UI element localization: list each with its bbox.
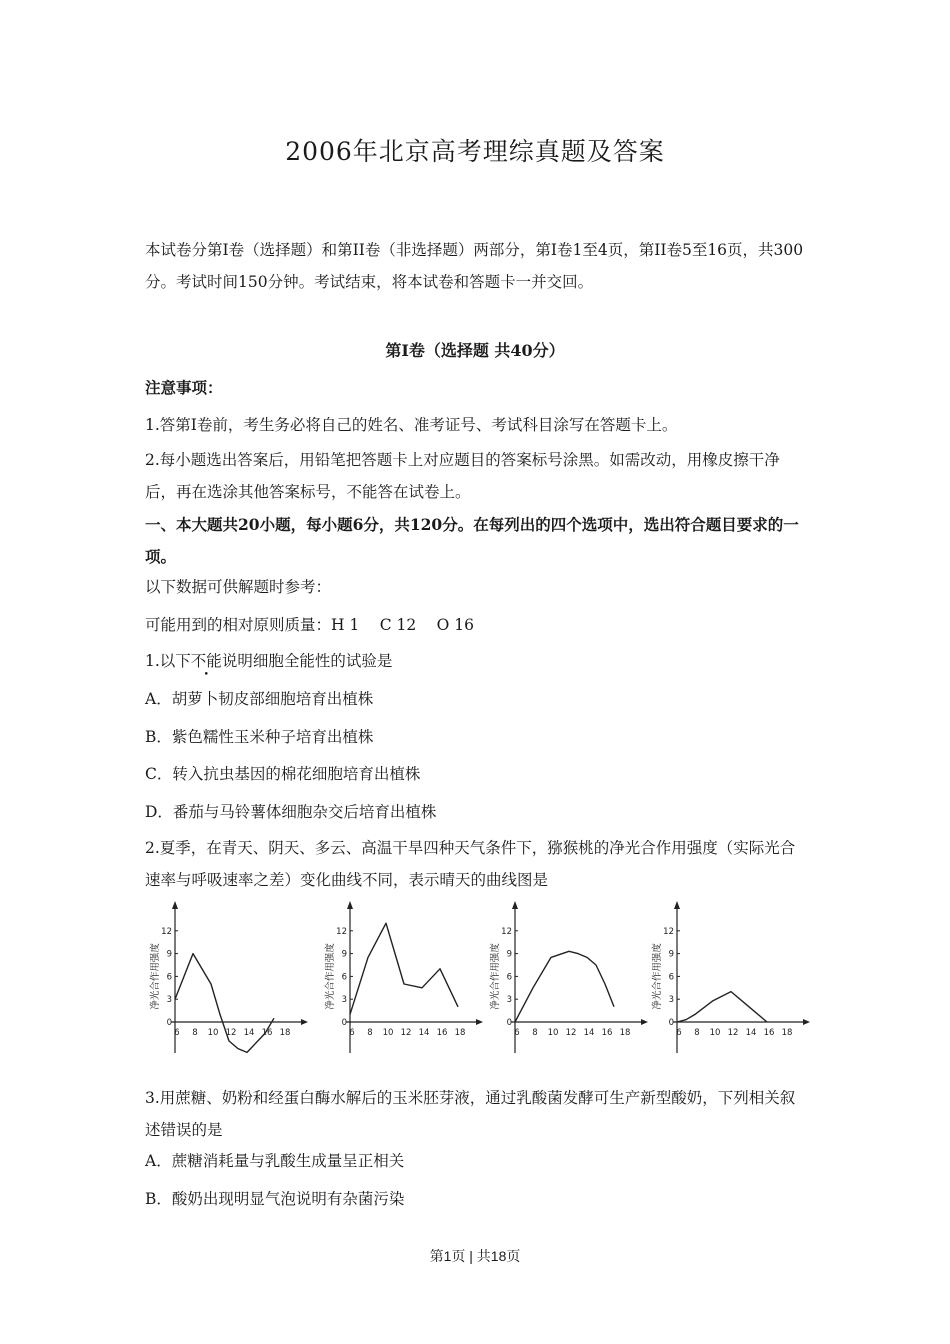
- chart-4-x-tick-label: 18: [781, 1028, 793, 1038]
- question-2-charts: [0, 895, 950, 1065]
- chart-1-x-tick-label: 8: [192, 1028, 198, 1038]
- question-1-emphasis: 不能: [190, 652, 222, 670]
- chart-2-x-tick-label: 14: [418, 1028, 430, 1038]
- question-1-option-c: C．转入抗虫基因的棉花细胞培育出植株: [145, 765, 421, 783]
- chart-4-x-tick-label: 16: [763, 1028, 775, 1038]
- chart-4-y-arrow: [674, 901, 680, 909]
- question-3-stem: 3.用蔗糖、奶粉和经蛋白酶水解后的玉米胚芽液，通过乳酸菌发酵可生产新型酸奶，下列相关叙述错误的是: [145, 1089, 796, 1139]
- chart-3-x-tick-label: 12: [565, 1028, 577, 1038]
- chart-2-y-tick-label: 6: [341, 972, 347, 983]
- chart-3-y-tick-label: 0: [506, 1018, 512, 1028]
- chart-2-x-tick-label: 18: [454, 1028, 466, 1038]
- page-title: 2006年北京高考理综真题及答案: [285, 137, 665, 166]
- chart-4-x-tick-label: 10: [709, 1028, 721, 1038]
- chart-3-x-tick-label: 6: [514, 1028, 520, 1038]
- question-3-option-a: A．蔗糖消耗量与乳酸生成量呈正相关: [145, 1152, 405, 1170]
- part-heading: 一、本大题共20小题，每小题6分，共120分。在每列出的四个选项中，选出符合题目要求的一项。: [145, 515, 799, 566]
- chart-4-y-tick-label: 6: [668, 972, 674, 983]
- chart-2-series-line: [350, 923, 458, 1014]
- notice-heading: 注意事项：: [145, 378, 223, 397]
- chart-1-x-arrow: [301, 1019, 308, 1025]
- question-2-stem: 2.夏季，在青天、阴天、多云、高温干旱四种天气条件下，猕猴桃的净光合作用强度（实际光合速率与呼吸速率之差）变化曲线不同，表示晴天的曲线图是: [145, 839, 796, 889]
- chart-1-y-tick-label: 6: [166, 972, 172, 983]
- chart-4-x-tick-label: 6: [676, 1028, 682, 1038]
- chart-3-y-tick-label: 3: [506, 995, 512, 1006]
- chart-4-x-tick-label: 14: [745, 1028, 757, 1038]
- chart-2-y-tick-label: 9: [341, 949, 347, 960]
- chart-2-y-arrow: [347, 901, 353, 909]
- chart-3-x-arrow: [641, 1019, 648, 1025]
- chart-2-y-label: 净光合作用强度: [325, 943, 336, 1010]
- chart-1-x-tick-label: 16: [261, 1028, 273, 1038]
- question-1-suffix: 说明细胞全能性的试验是: [221, 652, 393, 670]
- chart-1-y-tick-label: 3: [166, 995, 172, 1006]
- chart-2-x-tick-label: 8: [367, 1028, 373, 1038]
- chart-3-y-arrow: [512, 901, 518, 909]
- reference-line: 以下数据可供解题时参考：: [145, 578, 332, 596]
- question-1-stem: [145, 649, 392, 671]
- notice-item-1: 1.答第Ⅰ卷前，考生务必将自己的姓名、准考证号、考试科目涂写在答题卡上。: [145, 416, 678, 434]
- chart-4-y-tick-label: 12: [663, 926, 674, 937]
- chart-1-x-tick-label: 18: [279, 1028, 291, 1038]
- question-1-prefix: 1.以下: [145, 652, 191, 670]
- section-heading: 第Ⅰ卷（选择题 共40分）: [385, 341, 565, 360]
- chart-2-x-tick-label: 12: [400, 1028, 412, 1038]
- chart-1-y-tick-label: 9: [166, 949, 172, 960]
- page-footer: 第1页 | 共18页: [429, 1248, 521, 1264]
- chart-3-y-tick-label: 12: [501, 926, 512, 937]
- chart-2-x-tick-label: 16: [436, 1028, 448, 1038]
- chart-4-y-tick-label: 9: [668, 949, 674, 960]
- question-1-option-b: B．紫色糯性玉米种子培育出植株: [145, 728, 374, 746]
- chart-2-y-tick-label: 12: [336, 926, 347, 937]
- chart-3-y-tick-label: 9: [506, 949, 512, 960]
- chart-3-x-tick-label: 16: [601, 1028, 613, 1038]
- chart-1-x-tick-label: 14: [243, 1028, 255, 1038]
- chart-3-y-tick-label: 6: [506, 972, 512, 983]
- chart-3-series-line: [515, 951, 614, 1022]
- chart-1-y-tick-label: 0: [166, 1018, 172, 1028]
- chart-2-y-tick-label: 0: [341, 1018, 347, 1028]
- chart-3-x-tick-label: 10: [547, 1028, 559, 1038]
- chart-2-x-tick-label: 6: [349, 1028, 355, 1038]
- chart-1-y-label: 净光合作用强度: [150, 943, 161, 1010]
- chart-1-x-tick-label: 6: [174, 1028, 180, 1038]
- intro-paragraph: 本试卷分第Ⅰ卷（选择题）和第II卷（非选择题）两部分，第Ⅰ卷1至4页，第II卷5至16页，共300分。考试时间150分钟。考试结束，将本试卷和答题卡一并交回。: [145, 241, 804, 291]
- chart-1-series-line: [175, 954, 274, 1053]
- chart-1-y-tick-label: 12: [161, 926, 172, 937]
- chart-4-x-arrow: [803, 1019, 810, 1025]
- chart-3-x-tick-label: 8: [532, 1028, 538, 1038]
- chart-2-y-tick-label: 3: [341, 995, 347, 1006]
- chart-1-y-arrow: [172, 901, 178, 909]
- question-3-option-b: B．酸奶出现明显气泡说明有杂菌污染: [145, 1190, 405, 1208]
- chart-2-x-arrow: [476, 1019, 483, 1025]
- atomic-mass-line: 可能用到的相对原则质量：H 1 C 12 O 16: [145, 616, 475, 634]
- chart-1-x-tick-label: 12: [225, 1028, 237, 1038]
- chart-4-y-tick-label: 3: [668, 995, 674, 1006]
- chart-1-x-tick-label: 10: [207, 1028, 219, 1038]
- question-1-option-a: A．胡萝卜韧皮部细胞培育出植株: [145, 690, 374, 708]
- chart-4-x-tick-label: 12: [727, 1028, 739, 1038]
- chart-3-y-label: 净光合作用强度: [490, 943, 501, 1010]
- chart-4-series-line: [677, 992, 767, 1022]
- chart-4-y-label: 净光合作用强度: [652, 943, 663, 1010]
- chart-4-x-tick-label: 8: [694, 1028, 700, 1038]
- question-1-option-d: D．番茄与马铃薯体细胞杂交后培育出植株: [145, 803, 437, 821]
- chart-2-x-tick-label: 10: [382, 1028, 394, 1038]
- chart-3-x-tick-label: 14: [583, 1028, 595, 1038]
- chart-3-x-tick-label: 18: [619, 1028, 631, 1038]
- notice-item-2: 2.每小题选出答案后，用铅笔把答题卡上对应题目的答案标号涂黑。如需改动，用橡皮擦干净后，再在选涂其他答案标号，不能答在试卷上。: [145, 451, 780, 501]
- chart-4-y-tick-label: 0: [668, 1018, 674, 1028]
